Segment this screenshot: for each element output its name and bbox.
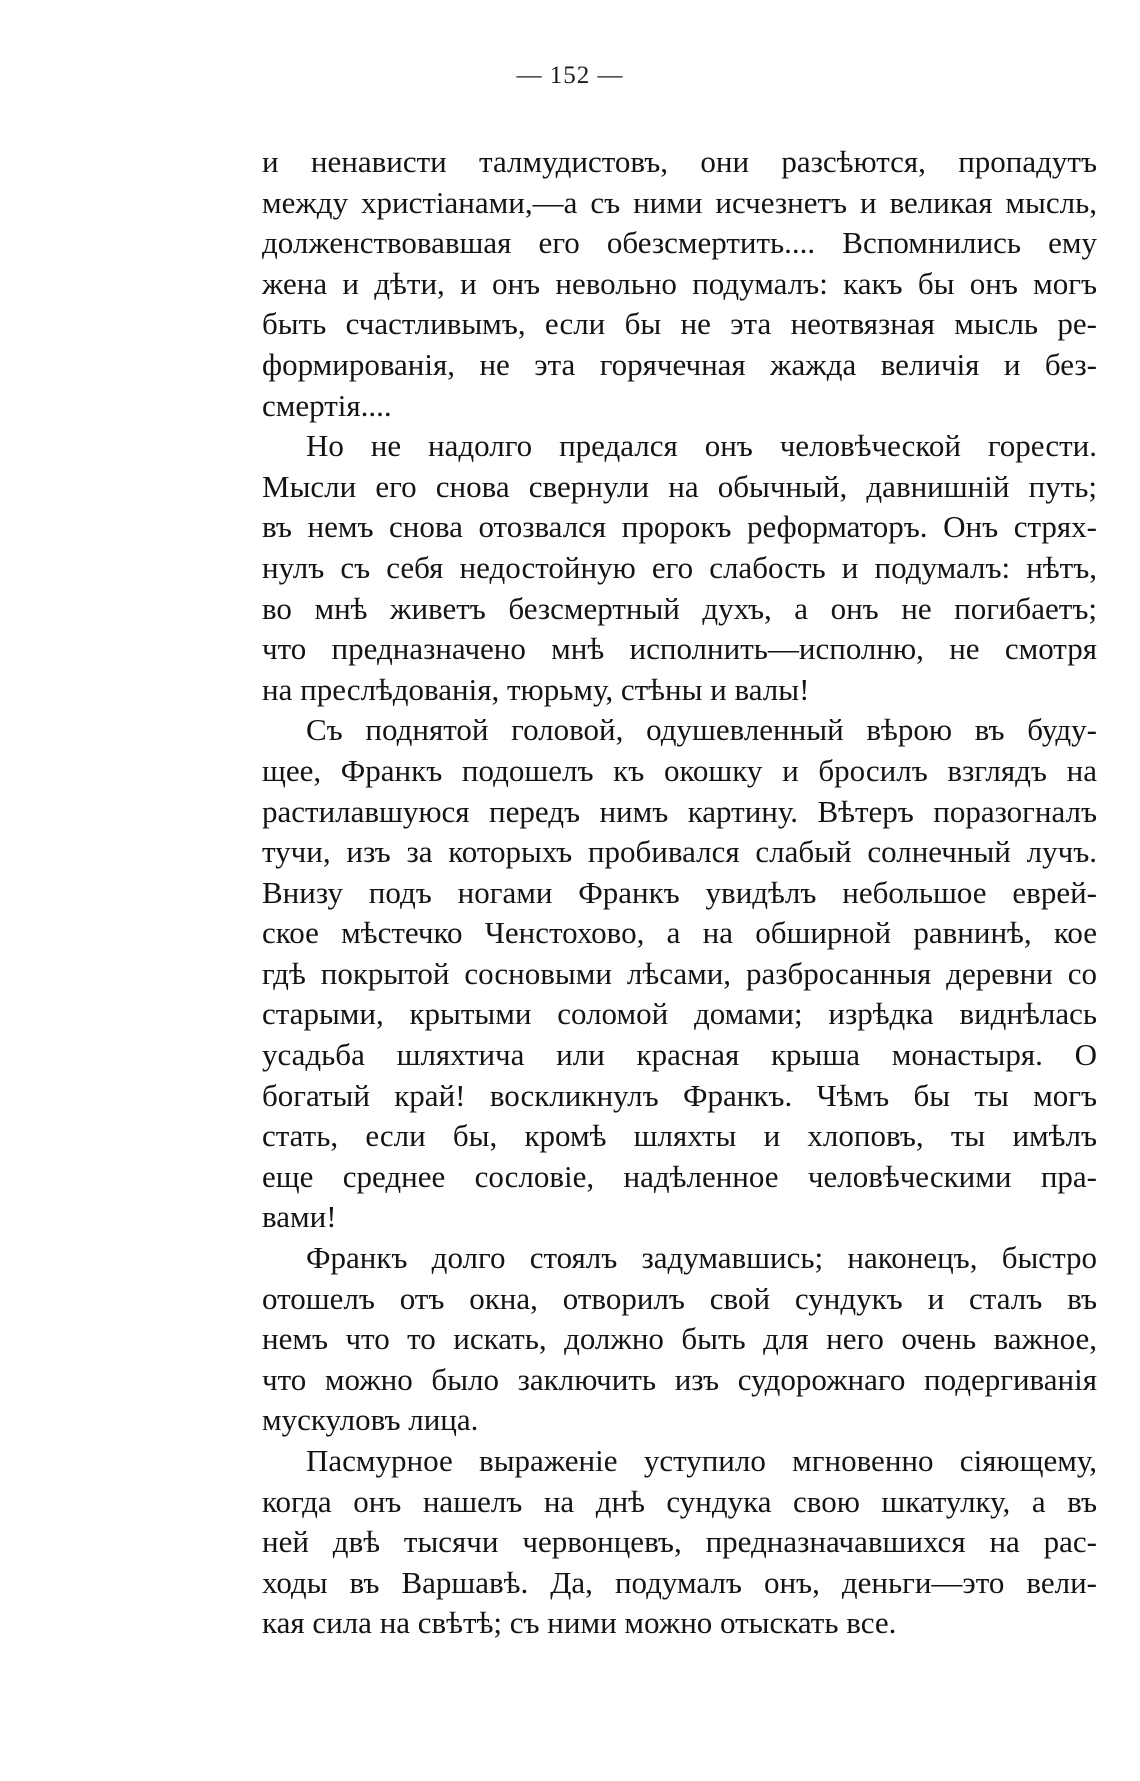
text-line: долженствовавшая его обезсмертить.... Вспомнились ему <box>262 225 1097 261</box>
text-line: еще среднее сословіе, надѣленное человѣческими пра- <box>262 1158 1097 1194</box>
text-line: Съ поднятой головой, одушевленный вѣрою въ буду- <box>306 712 1097 748</box>
text-line: отошелъ отъ окна, отворилъ свой сундукъ и сталъ въ <box>262 1280 1097 1316</box>
text-line: ней двѣ тысячи червонцевъ, предназначавшихся на рас- <box>262 1524 1097 1560</box>
text-line: стать, если бы, кромѣ шляхты и хлоповъ, ты имѣлъ <box>262 1118 1097 1154</box>
text-line: смертія.... <box>262 387 392 423</box>
text-line: въ немъ снова отозвался пророкъ реформаторъ. Онъ стрях- <box>262 509 1097 545</box>
text-line: ское мѣстечко Ченстохово, а на обширной равнинѣ, кое <box>262 915 1097 951</box>
text-line: тучи, изъ за которыхъ пробивался слабый солнечный лучъ. <box>262 834 1097 870</box>
text-line: Пасмурное выраженіе уступило мгновенно сіяющему, <box>306 1443 1097 1478</box>
text-line: когда онъ нашелъ на днѣ сундука свою шкатулку, а въ <box>262 1483 1097 1519</box>
text-line: немъ что то искать, должно быть для него очень важное, <box>262 1321 1097 1357</box>
text-line: усадьба шляхтича или красная крыша монастыря. О <box>262 1037 1097 1073</box>
text-line: Франкъ долго стоялъ задумавшись; наконецъ, быстро <box>306 1240 1097 1276</box>
text-line: Но не надолго предался онъ человѣческой горести. <box>306 428 1097 464</box>
text-line: формированія, не эта горячечная жажда величія и без- <box>262 346 1097 382</box>
text-line: между христіанами,—а съ ними исчезнетъ и великая мысль, <box>262 184 1097 220</box>
paragraph <box>262 426 1097 710</box>
paragraph <box>262 1441 1097 1644</box>
text-line: жена и дѣти, и онъ невольно подумалъ: какъ бы онъ могъ <box>262 265 1097 301</box>
text-line: что можно было заключить изъ судорожнаго подергиванія <box>262 1361 1097 1397</box>
text-line: на преслѣдованія, тюрьму, стѣны и валы! <box>262 671 810 707</box>
text-line: вами! <box>262 1199 337 1235</box>
text-line: ходы въ Варшавѣ. Да, подумалъ онъ, деньги—это вели- <box>262 1564 1097 1600</box>
text-line: старыми, крытыми соломой домами; изрѣдка виднѣлась <box>262 996 1097 1032</box>
text-line: Внизу подъ ногами Франкъ увидѣлъ небольшое еврей- <box>262 874 1097 910</box>
text-line: что предназначено мнѣ исполнить—исполню, не смотря <box>262 631 1097 667</box>
text-body <box>262 142 1097 1644</box>
text-line: нулъ съ себя недостойную его слабость и подумалъ: нѣтъ, <box>262 549 1097 585</box>
text-line: во мнѣ живетъ безсмертный духъ, а онъ не погибаетъ; <box>262 590 1097 626</box>
page-number: — 152 — <box>516 62 624 89</box>
text-line: кая сила на свѣтѣ; съ ними можно отыскать все. <box>262 1605 897 1641</box>
text-line: щее, Франкъ подошелъ къ окошку и бросилъ взглядъ на <box>262 752 1097 788</box>
text-line: мускуловъ лица. <box>262 1402 479 1438</box>
text-line: богатый край! воскликнулъ Франкъ. Чѣмъ бы ты могъ <box>262 1077 1097 1113</box>
paragraph <box>262 142 1097 426</box>
paragraph <box>262 710 1097 1238</box>
text-line: и ненависти талмудистовъ, они разсѣются, пропадутъ <box>262 144 1097 179</box>
text-line: Мысли его снова свернули на обычный, давнишній путь; <box>262 468 1097 504</box>
paragraph <box>262 1238 1097 1441</box>
text-line: гдѣ покрытой сосновыми лѣсами, разбросанныя деревни со <box>262 955 1097 991</box>
text-line: быть счастливымъ, если бы не эта неотвязная мысль ре- <box>262 306 1097 342</box>
text-line: растилавшуюся передъ нимъ картину. Вѣтеръ поразогналъ <box>262 793 1097 829</box>
